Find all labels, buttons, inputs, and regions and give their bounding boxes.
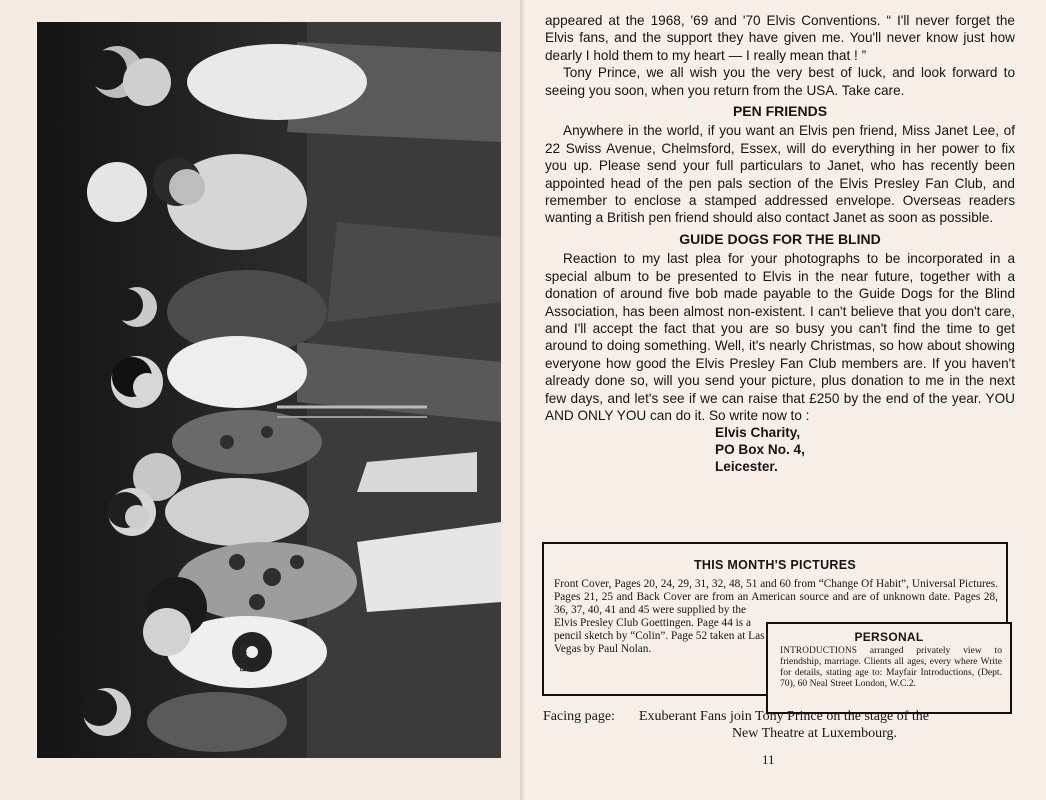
caption-line-2: New Theatre at Luxembourg.: [731, 726, 898, 741]
pictures-title: THIS MONTH'S PICTURES: [693, 558, 857, 572]
personal-ad-text: [768, 644, 1010, 689]
farewell-paragraph: Tony Prince, we all wish you the very best of luck, and look forward to seeing you soon, when you return from the USA. Take care.: [545, 65, 1015, 98]
shirt-print: ELVIS: [239, 644, 250, 672]
caption-line-1: Exuberant Fans join Tony Prince on the stage of the: [639, 709, 929, 724]
personal-body: arranged privately view to friendship, marriage. Clients all ages, every where Write for details, stating age to: Mayfair Introductions, (Dept. 70), 60 Neal Street London, W.C.2.: [780, 645, 1002, 689]
pen-friends-paragraph: Anywhere in the world, if you want an Elvis pen friend, Miss Janet Lee, of 22 Swiss Avenue, Chelmsford, Essex, will do everything in her power to fix you up. Please send your full particulars to Janet, who has recently been appointed head of the pen pals section of the Elvis Presley Fan Club, and remember to enclose a stamped addressed envelope. Overseas readers wanting a British pen friend should also contact Janet as soon as possible.: [545, 123, 1015, 226]
pictures-credits-narrow: Elvis Presley Club Goettingen. Page 44 is a pencil sketch by “Colin”. Page 52 taken at Las Vegas by Paul Nolan.: [554, 617, 765, 656]
guide-dogs-heading: GUIDE DOGS FOR THE BLIND: [679, 230, 881, 247]
fans-photo-illustration: [37, 22, 501, 758]
pen-friends-heading: PEN FRIENDS: [732, 103, 828, 120]
pictures-credits-full: Front Cover, Pages 20, 24, 29, 31, 32, 48, 51 and 60 from “Change Of Habit”, Universal Pictures. Pages 21, 25 and Back Cover are from an American source and are of unknown date. Pages 28, 36, 37, 40, 41 and 45 were supplied by the: [554, 578, 998, 617]
article-column: [545, 12, 1015, 475]
fans-photo: [37, 22, 501, 758]
address-line: PO Box No. 4,: [715, 442, 805, 458]
page-number: 11: [762, 752, 775, 767]
address-line: Elvis Charity,: [715, 425, 801, 441]
address-line: Leicester.: [715, 459, 778, 475]
personal-lead: INTRODUCTIONS: [780, 645, 858, 655]
facing-page-caption: [543, 708, 1013, 742]
charity-address: [715, 424, 1015, 475]
personal-title: PERSONAL: [854, 630, 924, 644]
left-page: [0, 0, 522, 800]
caption-label: Facing page:: [543, 709, 615, 724]
personal-ad-box: [766, 622, 1012, 714]
guide-dogs-paragraph: Reaction to my last plea for your photographs to be incorporated in a special album to be presented to Elvis in the near future, together with a donation of around five bob made payable to the Guide Dogs for the Blind Association, has been almost non-existent. I can't believe that you don't care, and I'll accept the fact that you are so busy you can't find the time to get around to doing something. Well, it's nearly Christmas, so how about showing everyone how good the Elvis Presley Fan Club members are. If you haven't already done so, will you send your picture, plus donation to me in the next few days, and let's see if we can raise that £250 by the end of the year. YOU AND ONLY YOU can do it. So write now to :: [545, 251, 1015, 423]
intro-paragraph: appeared at the 1968, '69 and '70 Elvis Conventions. “ I'll never forget the Elvis fans, and the support they have given me. You'll never know just how dearly I hold them to my heart — I really mean that ! ”: [545, 13, 1015, 63]
